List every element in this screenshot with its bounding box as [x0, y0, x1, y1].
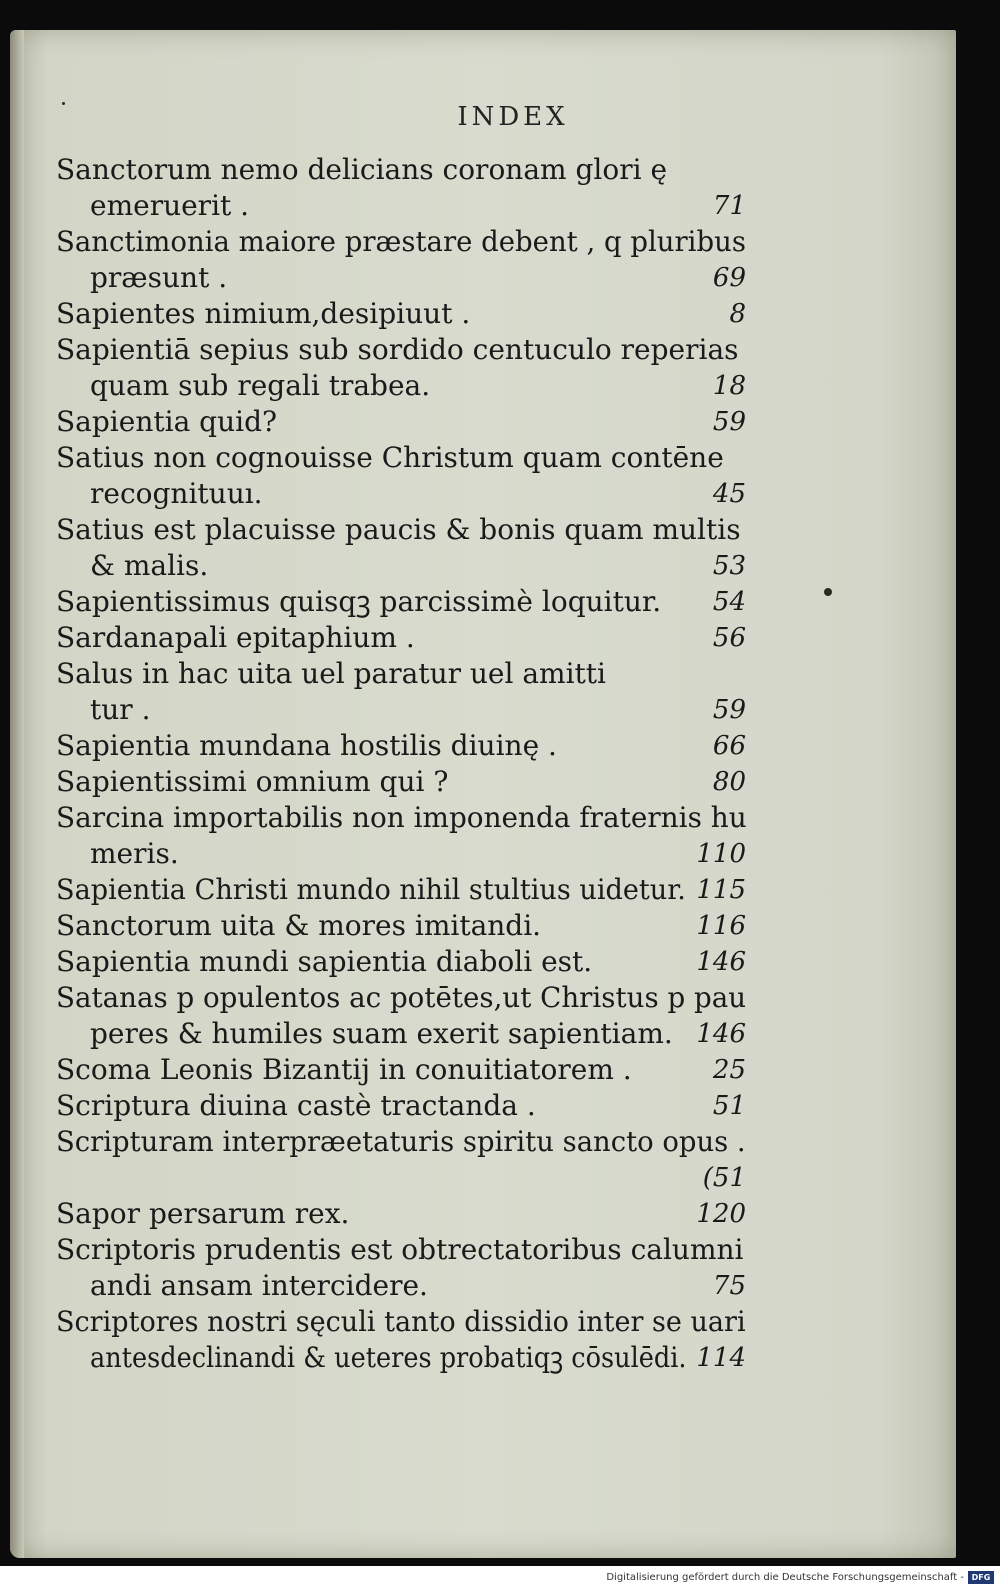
entry-text: Sanctorum uita & mores imitandi. — [56, 909, 542, 942]
entry-continuation-line — [56, 548, 746, 584]
entry-line — [56, 1304, 746, 1340]
entry-line — [56, 656, 746, 692]
entry-text: meris. — [90, 837, 179, 870]
entry-text: Sanctorum nemo delicians coronam glori ę — [56, 153, 668, 186]
page-number: 18 — [712, 371, 746, 401]
index-entry — [56, 224, 746, 296]
page-number: 80 — [712, 767, 746, 797]
index-entry — [56, 1232, 746, 1304]
entry-text: emeruerit . — [90, 189, 250, 222]
page-number: 51 — [712, 1091, 746, 1121]
entry-text: Sapientissimus quisqꝫ parcissimè loquitur. — [56, 585, 662, 618]
entry-line — [56, 980, 746, 1016]
page-number: 56 — [712, 623, 746, 653]
index-entry — [56, 1088, 746, 1124]
entry-continuation-line — [56, 368, 746, 404]
entry-text: Sapientia Christi mundo nihil stultius uidetur. — [56, 873, 686, 906]
entry-continuation-line — [56, 836, 746, 872]
entry-text: Scriptoris prudentis est obtrectatoribus calumni — [56, 1233, 744, 1266]
page-number: 120 — [696, 1199, 746, 1229]
entry-line — [56, 224, 746, 260]
entry-line — [56, 1196, 746, 1232]
page-edge — [10, 30, 24, 1558]
index-entry — [56, 620, 746, 656]
index-entry — [56, 1196, 746, 1232]
index-entry — [56, 440, 746, 512]
entry-text: Sapor persarum rex. — [56, 1197, 350, 1230]
page-number: 53 — [712, 551, 746, 581]
page-number: 71 — [712, 191, 746, 221]
running-head: INDEX — [457, 102, 569, 132]
entry-line — [56, 944, 746, 980]
page-number: 146 — [696, 947, 746, 977]
entry-line — [56, 908, 746, 944]
page-number: 54 — [712, 587, 746, 617]
page-number: 59 — [712, 695, 746, 725]
footer-bar — [0, 1566, 1000, 1596]
book-page — [10, 30, 956, 1558]
entry-text: præsunt . — [90, 261, 228, 294]
entry-text: Sapientes nimium,desipiuut . — [56, 297, 471, 330]
entry-text: Sapientiā sepius sub sordido centuculo reperias — [56, 333, 739, 366]
entry-line — [56, 872, 746, 908]
entry-text: Scoma Leonis Bizantij in conuitiatorem . — [56, 1053, 632, 1086]
entry-text: andi ansam intercidere. — [90, 1269, 428, 1302]
index-entry — [56, 152, 746, 224]
index-entry — [56, 944, 746, 980]
entry-text: Satanas p opulentos ac potētes,ut Christus p pau — [56, 981, 747, 1014]
page-number: 146 — [696, 1019, 746, 1049]
entry-text: peres & humiles suam exerit sapientiam. — [90, 1017, 673, 1050]
entry-text: quam sub regali trabea. — [90, 369, 431, 402]
index-entry — [56, 872, 746, 908]
index-entry — [56, 1124, 746, 1196]
entry-text: Sapientissimi omnium qui ? — [56, 765, 449, 798]
dfg-logo-icon: DFG — [968, 1571, 994, 1584]
page-number: 110 — [696, 839, 746, 869]
funding-credit: Digitalisierung gefördert durch die Deutsche Forschungsgemeinschaft - — [606, 1572, 964, 1583]
entry-line — [56, 1124, 746, 1160]
entry-line — [56, 800, 746, 836]
index-entry — [56, 404, 746, 440]
page-number: 45 — [712, 479, 746, 509]
index-entry — [56, 332, 746, 404]
page-number: (51 — [702, 1163, 746, 1193]
entry-line — [56, 152, 746, 188]
entry-text: recognituuı. — [90, 477, 263, 510]
index-entry — [56, 512, 746, 584]
index-entry — [56, 800, 746, 872]
entry-text: Salus in hac uita uel paratur uel amitti — [56, 657, 607, 690]
index-entry — [56, 980, 746, 1052]
entry-text: Sapientia mundi sapientia diaboli est. — [56, 945, 593, 978]
entry-text: Scripturam interpræetaturis spiritu sancto opus . — [56, 1125, 746, 1158]
entry-continuation-line — [56, 188, 746, 224]
index-entry — [56, 1052, 746, 1088]
index-entry — [56, 656, 746, 728]
index-entries — [56, 152, 746, 1376]
entry-line — [56, 404, 746, 440]
entry-text: Satius non cognouisse Christum quam contēne — [56, 441, 724, 474]
entry-text: Scriptores nostri sęculi tanto dissidio inter se uari — [56, 1305, 746, 1338]
page-number: 25 — [712, 1055, 746, 1085]
entry-text: antesdeclinandi & ueteres probatiqꝫ cōsulēdi. — [90, 1341, 687, 1374]
index-entry — [56, 728, 746, 764]
entry-line — [56, 1052, 746, 1088]
page-number: 114 — [696, 1343, 746, 1373]
entry-text: Scriptura diuina castè tractanda . — [56, 1089, 536, 1122]
entry-line — [56, 728, 746, 764]
entry-line — [56, 584, 746, 620]
entry-continuation-line — [56, 1160, 746, 1196]
ink-spot — [824, 588, 832, 596]
entry-continuation-line — [56, 1268, 746, 1304]
entry-line — [56, 1232, 746, 1268]
entry-continuation-line — [56, 476, 746, 512]
entry-line — [56, 620, 746, 656]
entry-line — [56, 764, 746, 800]
entry-line — [56, 512, 746, 548]
entry-continuation-line — [56, 1016, 746, 1052]
page-number: 8 — [729, 299, 746, 329]
entry-text: Sarcina importabilis non imponenda fraternis hu — [56, 801, 747, 834]
entry-text: tur . — [90, 693, 151, 726]
index-entry — [56, 584, 746, 620]
entry-continuation-line — [56, 1340, 746, 1376]
entry-text: & malis. — [90, 549, 209, 582]
entry-text: Sardanapali epitaphium . — [56, 621, 415, 654]
page-number: 115 — [696, 875, 746, 905]
page-number: 66 — [712, 731, 746, 761]
entry-text: Sapientia mundana hostilis diuinę . — [56, 729, 557, 762]
index-entry — [56, 1304, 746, 1376]
page-number: 69 — [712, 263, 746, 293]
entry-text: Sapientia quid? — [56, 405, 278, 438]
entry-text: Sanctimonia maiore præstare debent , q pluribus — [56, 225, 746, 258]
entry-line — [56, 332, 746, 368]
index-entry — [56, 908, 746, 944]
index-entry — [56, 764, 746, 800]
entry-continuation-line — [56, 260, 746, 296]
page-number: 75 — [712, 1271, 746, 1301]
index-entry — [56, 296, 746, 332]
entry-line — [56, 440, 746, 476]
ink-spot — [62, 102, 65, 105]
page-number: 59 — [712, 407, 746, 437]
page-number: 116 — [696, 911, 746, 941]
entry-line — [56, 296, 746, 332]
entry-text: Satius est placuisse paucis & bonis quam multis — [56, 513, 741, 546]
entry-line — [56, 1088, 746, 1124]
entry-continuation-line — [56, 692, 746, 728]
